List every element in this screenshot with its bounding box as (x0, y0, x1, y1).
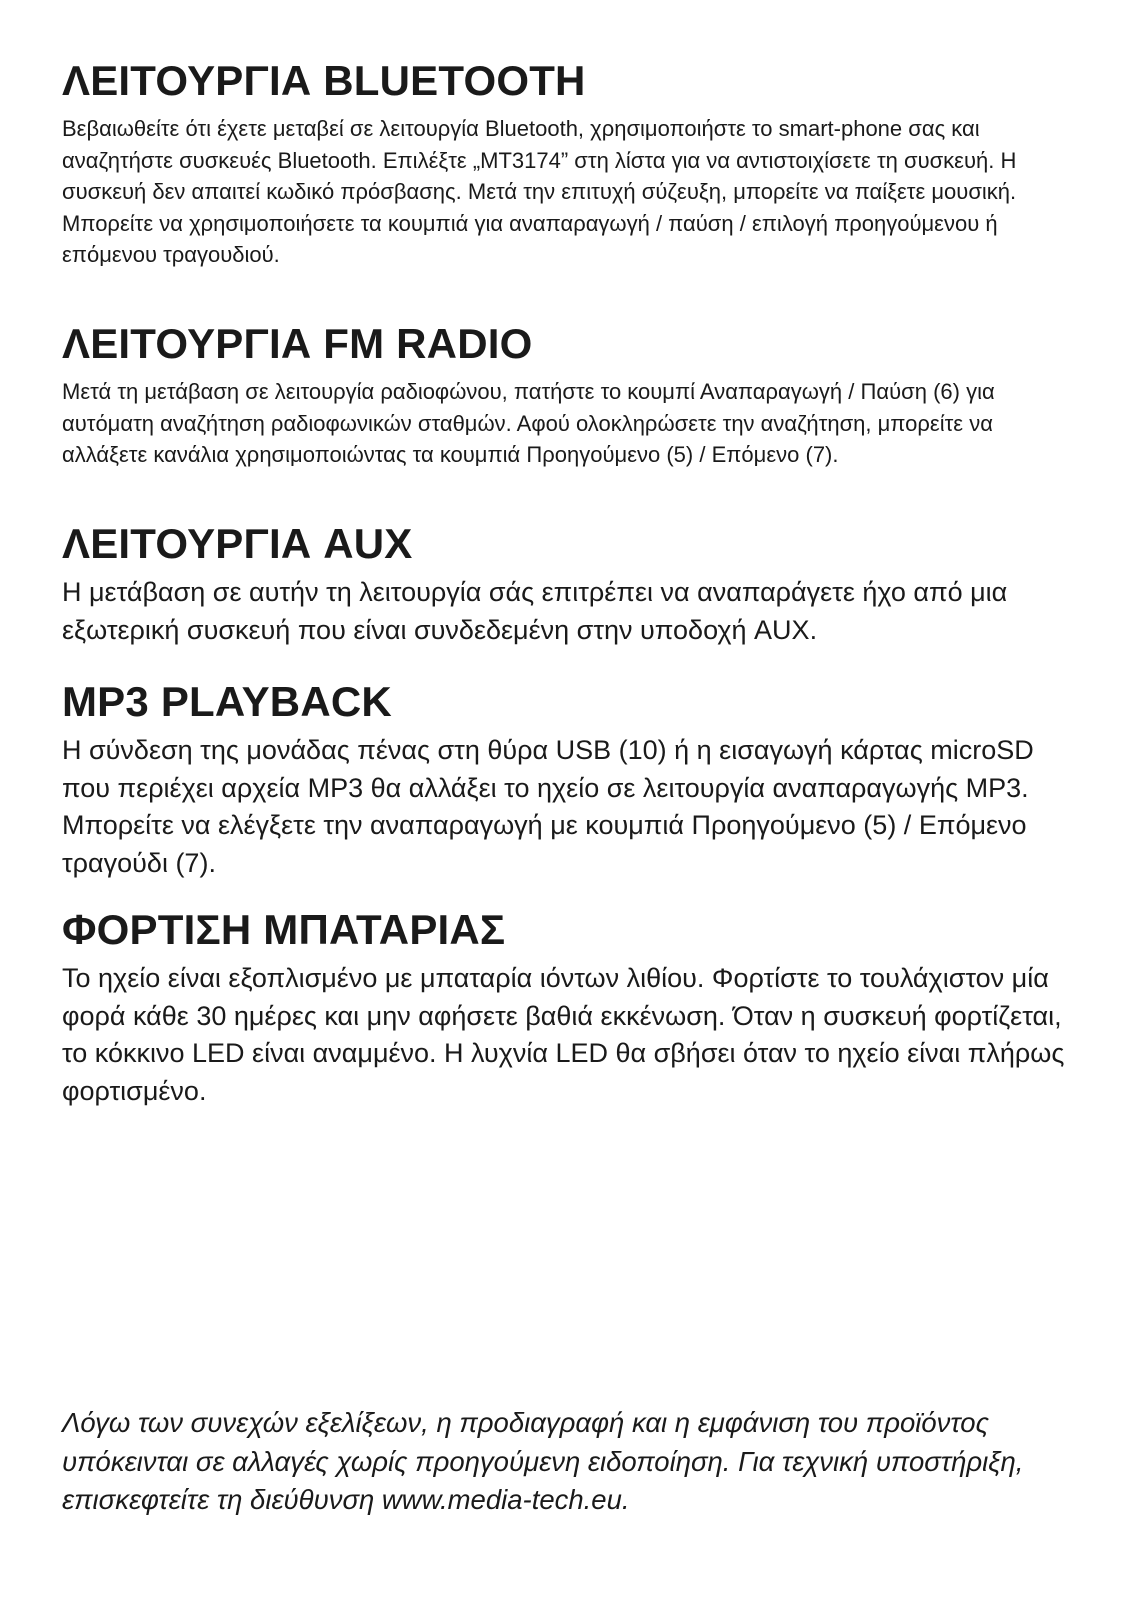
section-heading: ΦΟΡΤΙΣΗ ΜΠΑΤΑΡΙΑΣ (62, 906, 506, 953)
section-body: Η μετάβαση σε αυτήν τη λειτουργία σάς επιτρέπει να αναπαράγετε ήχο από μια εξωτερική συσκευή που είναι συνδεδεμένη στην υποδοχή AUX. (62, 577, 1008, 645)
section-body: Το ηχείο είναι εξοπλισμένο με μπαταρία ιόντων λιθίου. Φορτίστε το τουλάχιστον μία φορά κάθε 30 ημέρες και μην αφήσετε βαθιά εκκένωση. Όταν η συσκευή φορτίζεται, το κόκκινο LED είναι αναμμένο. Η λυχνία LED θα σβήσει όταν το ηχείο είναι πλήρως φορτισμένο. (62, 963, 1065, 1106)
section-body: Μετά τη μετάβαση σε λειτουργία ραδιοφώνου, πατήστε το κουμπί Αναπαραγωγή / Παύση (6) για αυτόματη αναζήτηση ραδιοφωνικών σταθμών. Αφού ολοκληρώσετε την αναζήτηση, μπορείτε να αλλάξετε κανάλια χρησιμοποιώντας τα κουμπιά Προηγούμενο (5) / Επόμενο (7). (62, 379, 995, 467)
section-heading: MP3 PLAYBACK (62, 678, 392, 725)
section-body: Η σύνδεση της μονάδας πένας στη θύρα USB (10) ή η εισαγωγή κάρτας microSD που περιέχει αρχεία MP3 θα αλλάξει το ηχείο σε λειτουργία αναπαραγωγής MP3. Μπορείτε να ελέγξετε την αναπαραγωγή με κουμπιά Προηγούμενο (5) / Επόμενο τραγούδι (7). (62, 735, 1034, 878)
section-heading: ΛΕΙΤΟΥΡΓΙΑ BLUETOOTH (62, 57, 586, 104)
section-battery-charging (62, 904, 1072, 1110)
footer-note: Λόγω των συνεχών εξελίξεων, η προδιαγραφή και η εμφάνιση του προϊόντος υπόκεινται σε αλλαγές χωρίς προηγούμενη ειδοποίηση. Για τεχνική υποστήριξη, επισκεφτείτε τη διεύθυνση www.media-tech.eu. (62, 1407, 1024, 1515)
section-body: Βεβαιωθείτε ότι έχετε μεταβεί σε λειτουργία Bluetooth, χρησιμοποιήστε το smart-phone σας και αναζητήστε συσκευές Bluetooth. Επιλέξτε „MT3174” στη λίστα για να αντιστοιχίσετε τη συσκευή. Η συσκευή δεν απαιτεί κωδικό πρόσβασης. Μετά την επιτυχή σύζευξη, μπορείτε να παίξετε μουσική. Μπορείτε να χρησιμοποιήσετε τα κουμπιά για αναπαραγωγή / παύση / επιλογή προηγούμενου ή επόμενου τραγουδιού. (62, 116, 1017, 267)
section-heading: ΛΕΙΤΟΥΡΓΙΑ AUX (62, 520, 413, 567)
section-heading: ΛΕΙΤΟΥΡΓΙΑ FM RADIO (62, 320, 533, 367)
section-mp3-playback (62, 676, 1072, 882)
section-fm-radio (62, 318, 1072, 471)
section-bluetooth (62, 55, 1072, 271)
section-aux (62, 518, 1072, 649)
